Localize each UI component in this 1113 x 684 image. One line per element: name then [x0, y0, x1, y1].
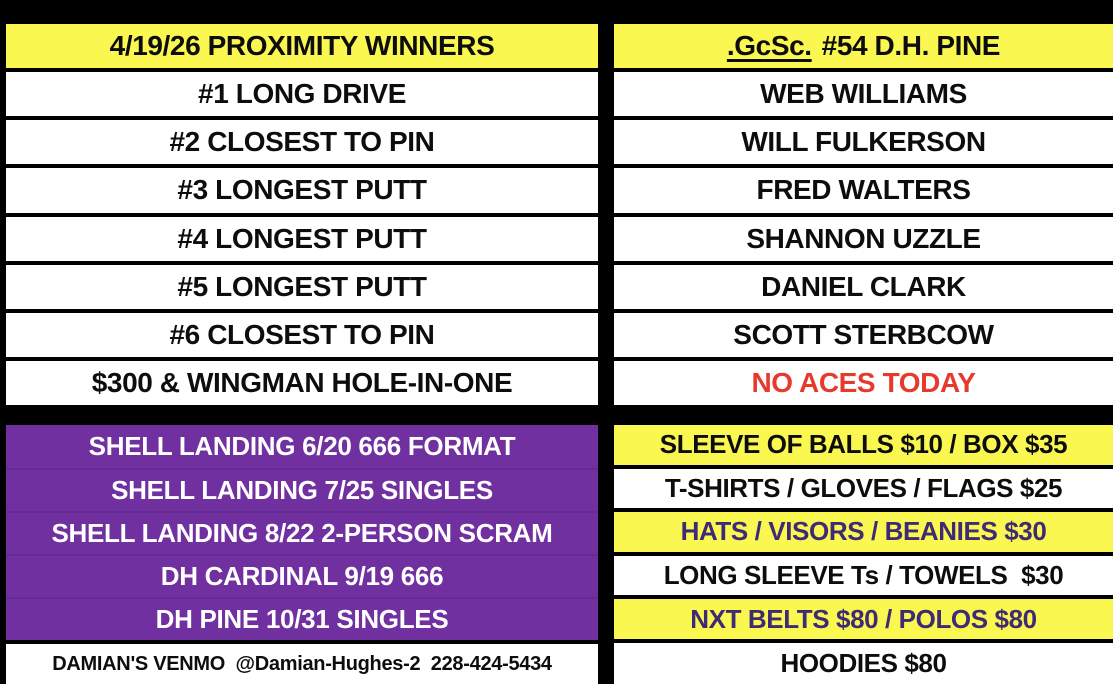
schedule-row-5: DH PINE 10/31 SINGLES	[6, 597, 598, 640]
winner-cell-2: WILL FULKERSON	[614, 120, 1113, 164]
merch-belts-cell: NXT BELTS $80 / POLOS $80	[614, 599, 1113, 639]
event-cell-2: #2 CLOSEST TO PIN	[6, 120, 598, 164]
course-name: #54 D.H. PINE	[821, 30, 1001, 62]
event-cell-hole-in-one: $300 & WINGMAN HOLE-IN-ONE	[6, 361, 598, 405]
winner-cell-1: WEB WILLIAMS	[614, 72, 1113, 116]
proximity-header-date: 4/19/26 PROXIMITY WINNERS	[6, 24, 598, 68]
merch-hoodies-cell: HOODIES $80	[614, 643, 1113, 684]
upcoming-schedule-block	[6, 425, 598, 640]
merch-price-column	[614, 425, 1113, 684]
no-aces-cell: NO ACES TODAY	[614, 361, 1113, 405]
venmo-contact-cell: DAMIAN'S VENMO @Damian-Hughes-2 228-424-5434	[6, 644, 598, 684]
proximity-events-column	[6, 24, 598, 405]
schedule-row-1: SHELL LANDING 6/20 666 FORMAT	[88, 431, 516, 461]
schedule-row-3: SHELL LANDING 8/22 2-PERSON SCRAM	[6, 511, 598, 554]
event-cell-4: #4 LONGEST PUTT	[6, 217, 598, 261]
merch-tshirts-cell: T-SHIRTS / GLOVES / FLAGS $25	[614, 469, 1113, 509]
proximity-winners-column	[614, 24, 1113, 405]
merch-balls-cell: SLEEVE OF BALLS $10 / BOX $35	[614, 425, 1113, 465]
course-code: .GcSc.	[726, 30, 812, 62]
event-cell-3: #3 LONGEST PUTT	[6, 168, 598, 212]
schedule-row-2: SHELL LANDING 7/25 SINGLES	[6, 468, 598, 511]
event-cell-5: #5 LONGEST PUTT	[6, 265, 598, 309]
merch-longsleeve-cell: LONG SLEEVE Ts / TOWELS $30	[614, 556, 1113, 596]
merch-hats-cell: HATS / VISORS / BEANIES $30	[614, 512, 1113, 552]
event-cell-6: #6 CLOSEST TO PIN	[6, 313, 598, 357]
winner-cell-5: DANIEL CLARK	[614, 265, 1113, 309]
winner-cell-3: FRED WALTERS	[614, 168, 1113, 212]
schedule-row-4: DH CARDINAL 9/19 666	[6, 554, 598, 597]
event-cell-1: #1 LONG DRIVE	[6, 72, 598, 116]
winner-cell-4: SHANNON UZZLE	[614, 217, 1113, 261]
proximity-header-course	[614, 24, 1113, 68]
winner-cell-6: SCOTT STERBCOW	[614, 313, 1113, 357]
